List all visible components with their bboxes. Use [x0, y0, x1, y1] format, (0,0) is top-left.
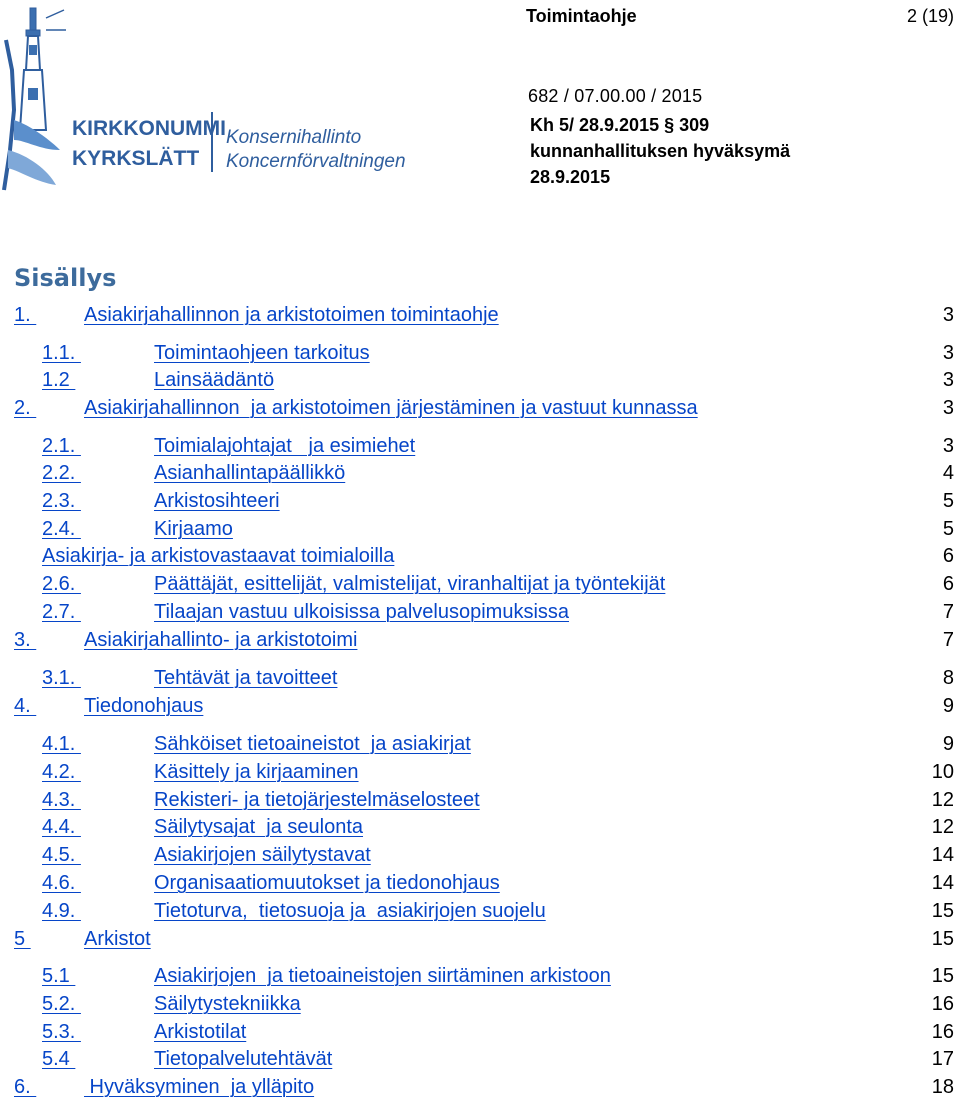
- toc-entry-link[interactable]: Tehtävät ja tavoitteet: [154, 667, 338, 689]
- page-number: 2 (19): [907, 6, 955, 26]
- toc-entry-page: 8: [942, 667, 954, 689]
- lighthouse-icon: [4, 8, 66, 190]
- toc-entry-link[interactable]: Toimintaohjeen tarkoitus: [154, 342, 370, 364]
- toc-entry-page: 16: [931, 993, 954, 1015]
- toc-entry[interactable]: [0, 395, 960, 421]
- toc-entry[interactable]: [0, 693, 960, 719]
- toc-entry[interactable]: [0, 1074, 960, 1100]
- toc-entry-link[interactable]: Asiakirjahallinnon ja arkistotoimen toimintaohje: [84, 304, 499, 326]
- toc-entry-number[interactable]: 4.3.: [42, 789, 81, 811]
- toc-entry-page: 9: [942, 695, 954, 717]
- toc-entry-page: 15: [931, 900, 954, 922]
- toc-entry-number[interactable]: 5: [14, 928, 31, 950]
- org-name-sv: KYRKSLÄTT: [72, 147, 200, 170]
- toc-entry-link[interactable]: Tietopalvelutehtävät: [154, 1048, 333, 1070]
- toc-entry-number[interactable]: 2.3.: [42, 490, 81, 512]
- toc-entry-page: 3: [942, 435, 954, 457]
- toc-entry-page: 18: [931, 1076, 954, 1098]
- toc-entry-link[interactable]: Päättäjät, esittelijät, valmistelijat, viranhaltijat ja työntekijät: [154, 573, 666, 595]
- toc-entry[interactable]: [0, 787, 960, 813]
- toc-entry[interactable]: [0, 870, 960, 896]
- toc-entry-page: 17: [931, 1048, 954, 1070]
- toc-entry-link[interactable]: Arkistosihteeri: [154, 490, 280, 512]
- toc-entry-link[interactable]: Kirjaamo: [154, 518, 233, 540]
- toc-entry-page: 14: [931, 844, 954, 866]
- toc-entry[interactable]: [0, 731, 960, 757]
- toc-entry-number[interactable]: 2.2.: [42, 462, 81, 484]
- toc-entry[interactable]: [0, 516, 960, 542]
- toc-entry-number[interactable]: 2.6.: [42, 573, 81, 595]
- approval-line-2: kunnanhallituksen hyväksymä: [530, 141, 791, 161]
- toc-entry-page: 5: [942, 490, 954, 512]
- toc-entry[interactable]: [0, 665, 960, 691]
- toc-entry-link[interactable]: Organisaatiomuutokset ja tiedonohjaus: [154, 872, 500, 894]
- approval-line-1: Kh 5/ 28.9.2015 § 309: [530, 115, 710, 135]
- toc-entry[interactable]: [0, 963, 960, 989]
- toc-entry-number[interactable]: 6.: [14, 1076, 37, 1098]
- toc-entry-link[interactable]: Asiakirjahallinto- ja arkistotoimi: [84, 629, 358, 651]
- toc-entry-page: 3: [942, 342, 954, 364]
- toc-entry-number[interactable]: 4.4.: [42, 816, 81, 838]
- toc-entry-number[interactable]: 2.: [14, 397, 37, 419]
- toc-entry-page: 7: [942, 601, 954, 623]
- toc-entry-number[interactable]: 2.7.: [42, 601, 81, 623]
- toc-entry-page: 6: [942, 545, 954, 567]
- toc-entry-number[interactable]: 4.: [14, 695, 37, 717]
- toc-entry[interactable]: [0, 488, 960, 514]
- toc-entry[interactable]: [0, 991, 960, 1017]
- toc-entry-page: 15: [931, 965, 954, 987]
- toc-entry-page: 4: [942, 462, 954, 484]
- toc-entry[interactable]: [0, 340, 960, 366]
- document-title: Toimintaohje: [526, 6, 637, 26]
- toc-entry-number[interactable]: 4.1.: [42, 733, 81, 755]
- toc-entry-link[interactable]: Asiakirjahallinnon ja arkistotoimen järjestäminen ja vastuut kunnassa: [84, 397, 698, 419]
- toc-entry-number[interactable]: 3.: [14, 629, 37, 651]
- toc-entry-number[interactable]: 5.2.: [42, 993, 81, 1015]
- toc-entry-link[interactable]: Tiedonohjaus: [84, 695, 204, 717]
- kirkkonummi-logo: [0, 0, 410, 200]
- toc-entry-link[interactable]: Säilytystekniikka: [154, 993, 301, 1015]
- toc-entry-page: 3: [942, 397, 954, 419]
- toc-entry[interactable]: [0, 1046, 960, 1072]
- org-name-fi: KIRKKONUMMI: [72, 117, 226, 140]
- toc-entry-page: 12: [931, 816, 954, 838]
- toc-entry-link[interactable]: Lainsäädäntö: [154, 369, 275, 391]
- toc-entry-link[interactable]: Rekisteri- ja tietojärjestelmäselosteet: [154, 789, 480, 811]
- toc-entry[interactable]: [0, 842, 960, 868]
- toc-entry-number[interactable]: 4.6.: [42, 872, 81, 894]
- toc-entry[interactable]: [0, 367, 960, 393]
- toc-entry-link[interactable]: Sähköiset tietoaineistot ja asiakirjat: [154, 733, 471, 755]
- toc-entry-number[interactable]: 4.9.: [42, 900, 81, 922]
- toc-entry-number[interactable]: 1.2: [42, 369, 76, 391]
- dept-name-fi: Konsernihallinto: [226, 127, 362, 148]
- toc-entry[interactable]: [0, 302, 960, 328]
- toc-entry-link[interactable]: Arkistot: [84, 928, 151, 950]
- toc-entry-link[interactable]: Toimialajohtajat ja esimiehet: [154, 435, 416, 457]
- toc-entry[interactable]: [0, 926, 960, 952]
- document-reference: 682 / 07.00.00 / 2015: [528, 86, 703, 106]
- toc-entry-page: 5: [942, 518, 954, 540]
- toc-entry-page: 3: [942, 369, 954, 391]
- toc-entry[interactable]: [0, 898, 960, 924]
- toc-entry-page: 3: [942, 304, 954, 326]
- toc-entry-number[interactable]: 4.5.: [42, 844, 81, 866]
- toc-entry-page: 12: [931, 789, 954, 811]
- toc-entry-page: 15: [931, 928, 954, 950]
- toc-entry[interactable]: [0, 543, 960, 569]
- toc-entry-number[interactable]: 5.3.: [42, 1021, 81, 1043]
- toc-entry-number[interactable]: 1.: [14, 304, 37, 326]
- toc-entry-page: 9: [942, 733, 954, 755]
- toc-entry-link[interactable]: Tietoturva, tietosuoja ja asiakirjojen suojelu: [154, 900, 546, 922]
- toc-entry[interactable]: [0, 814, 960, 840]
- toc-entry-link[interactable]: Käsittely ja kirjaaminen: [154, 761, 359, 783]
- toc-entry-number[interactable]: 3.1.: [42, 667, 81, 689]
- toc-entry-page: 7: [942, 629, 954, 651]
- approval-line-3: 28.9.2015: [530, 167, 611, 187]
- toc-entry-link[interactable]: Säilytysajat ja seulonta: [154, 816, 364, 838]
- toc-entry-link[interactable]: Asiakirja- ja arkistovastaavat toimialoilla: [42, 545, 395, 567]
- toc-entry-number[interactable]: 5.4: [42, 1048, 76, 1070]
- toc-entry[interactable]: [0, 433, 960, 459]
- toc-entry[interactable]: [0, 460, 960, 486]
- toc-entry-page: 6: [942, 573, 954, 595]
- approval-info: [530, 112, 790, 190]
- toc-entry[interactable]: [0, 1019, 960, 1045]
- toc-entry-number[interactable]: 1.1.: [42, 342, 81, 364]
- toc-entry[interactable]: [0, 627, 960, 653]
- toc-entry-link[interactable]: Asiakirjojen säilytystavat: [154, 844, 371, 866]
- toc-entry[interactable]: [0, 759, 960, 785]
- dept-name-sv: Koncernförvaltningen: [226, 151, 406, 172]
- toc-entry-link[interactable]: Tilaajan vastuu ulkoisissa palvelusopimuksissa: [154, 601, 570, 623]
- toc-entry-link[interactable]: Asiakirjojen ja tietoaineistojen siirtäminen arkistoon: [154, 965, 611, 987]
- toc-entry-number[interactable]: 2.4.: [42, 518, 81, 540]
- toc-entry-page: 16: [931, 1021, 954, 1043]
- toc-entry-page: 14: [931, 872, 954, 894]
- toc-entry[interactable]: [0, 571, 960, 597]
- toc-entry-number[interactable]: 4.2.: [42, 761, 81, 783]
- toc-entry-number[interactable]: 5.1: [42, 965, 76, 987]
- toc-entry-page: 10: [931, 761, 954, 783]
- toc-entry-link[interactable]: Arkistotilat: [154, 1021, 247, 1043]
- toc-entry[interactable]: [0, 599, 960, 625]
- toc-entry-link[interactable]: Hyväksyminen ja ylläpito: [84, 1076, 315, 1098]
- toc-entry-number[interactable]: 2.1.: [42, 435, 81, 457]
- toc-entry-link[interactable]: Asianhallintapäällikkö: [154, 462, 346, 484]
- toc-title: Sisällys: [14, 264, 117, 292]
